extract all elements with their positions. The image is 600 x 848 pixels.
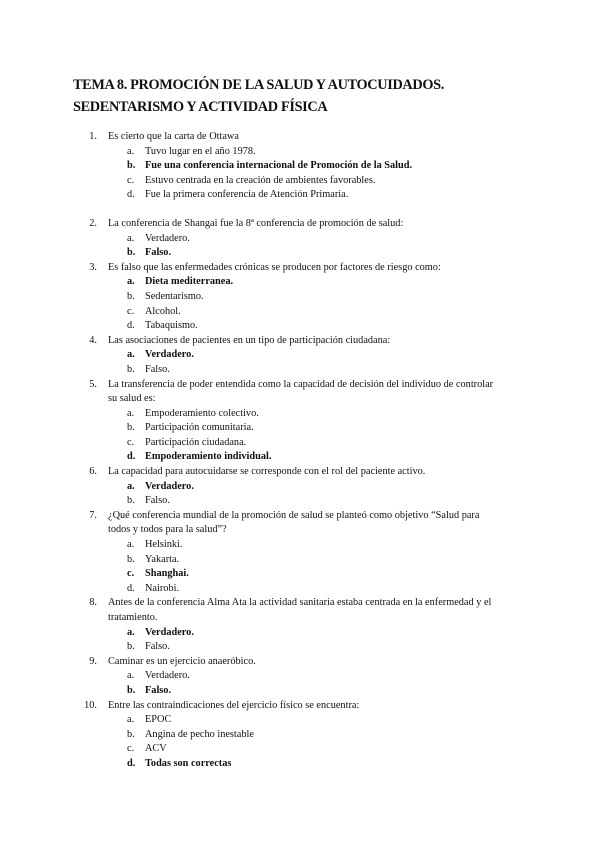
option-letter: d.: [127, 451, 136, 463]
answer-option: [0, 188, 600, 203]
option-text: Sedentarismo.: [145, 290, 204, 302]
option-text: EPOC: [145, 714, 172, 726]
option-letter: a.: [127, 480, 135, 492]
option-text: Estuvo centrada en la creación de ambientes favorables.: [145, 174, 376, 186]
answer-option: [0, 407, 600, 422]
title-line-2: SEDENTARISMO Y ACTIVIDAD FÍSICA: [73, 99, 328, 115]
question-text: Es falso que las enfermedades crónicas se producen por factores de riesgo como:: [108, 261, 441, 273]
option-letter: a.: [127, 714, 135, 726]
option-text: Helsinki.: [145, 539, 183, 551]
correct-option-text: Falso.: [145, 247, 172, 259]
option-letter: a.: [127, 276, 135, 288]
option-letter: b.: [127, 553, 135, 565]
correct-option-text: Fue una conferencia internacional de Promoción de la Salud.: [145, 160, 413, 172]
option-text: Fue la primera conferencia de Atención Primaria.: [145, 189, 349, 201]
option-text: Empoderamiento colectivo.: [145, 407, 259, 419]
answer-option: [0, 145, 600, 160]
question-line: [0, 699, 600, 714]
question-item: [0, 509, 600, 597]
question-line: [0, 334, 600, 349]
answer-option: [0, 232, 600, 247]
correct-option-text: Empoderamiento individual.: [145, 451, 272, 463]
correct-option-text: Verdadero.: [145, 626, 194, 638]
question-line: [0, 611, 600, 626]
question-item: [0, 378, 600, 466]
question-number: 4.: [89, 334, 97, 346]
option-letter: b.: [127, 495, 135, 507]
answer-option: [0, 684, 600, 699]
option-letter: b.: [127, 247, 136, 259]
question-text: Es cierto que la carta de Ottawa: [108, 131, 239, 142]
option-letter: d.: [127, 582, 135, 594]
answer-option: [0, 494, 600, 509]
question-line: [0, 378, 600, 393]
option-letter: a.: [127, 670, 135, 682]
option-text: Verdadero.: [145, 670, 190, 682]
option-letter: a.: [127, 407, 135, 419]
answer-option: [0, 246, 600, 261]
correct-option-text: Verdadero.: [145, 480, 194, 492]
option-letter: c.: [127, 568, 135, 580]
answer-option: [0, 290, 600, 305]
question-item: [0, 596, 600, 654]
question-number: 6.: [89, 466, 97, 478]
answer-option: [0, 480, 600, 495]
correct-option-text: Dieta mediterranea.: [145, 276, 234, 288]
question-text: Entre las contraindicaciones del ejercicio físico se encuentra:: [108, 699, 360, 711]
question-item: [0, 465, 600, 509]
page-title: [73, 74, 553, 118]
option-letter: b.: [127, 363, 135, 375]
question-number: 2.: [89, 217, 97, 229]
option-letter: a.: [127, 626, 135, 638]
answer-option: [0, 174, 600, 189]
question-text: todos y todos para la salud”?: [108, 524, 227, 536]
answer-option: [0, 757, 600, 772]
answer-option: [0, 450, 600, 465]
question-number: 1.: [89, 131, 97, 142]
option-letter: c.: [127, 174, 135, 186]
question-item: [0, 699, 600, 772]
question-line: [0, 465, 600, 480]
question-item: [0, 261, 600, 334]
question-text: tratamiento.: [108, 612, 158, 623]
option-letter: a.: [127, 349, 135, 361]
correct-option-text: Falso.: [145, 684, 172, 696]
question-text: La transferencia de poder entendida como la capacidad de decisión del individuo de controlar: [108, 378, 494, 390]
correct-option-text: Todas son correctas: [145, 757, 232, 769]
question-item: [0, 217, 600, 261]
answer-option: [0, 305, 600, 320]
option-letter: d.: [127, 320, 135, 332]
answer-option: [0, 421, 600, 436]
answer-option: [0, 319, 600, 334]
option-letter: c.: [127, 743, 135, 755]
question-text: La conferencia de Shangai fue la 8ª conferencia de promoción de salud:: [108, 217, 404, 229]
option-letter: d.: [127, 757, 136, 769]
title-line-1: TEMA 8. PROMOCIÓN DE LA SALUD Y AUTOCUIDADOS.: [73, 77, 444, 93]
option-letter: d.: [127, 189, 135, 201]
option-letter: a.: [127, 145, 135, 157]
option-letter: b.: [127, 641, 135, 653]
question-line: [0, 392, 600, 407]
option-text: Nairobi.: [145, 582, 180, 594]
correct-option-text: Verdadero.: [145, 349, 194, 361]
answer-option: [0, 159, 600, 174]
question-text: Antes de la conferencia Alma Ata la actividad sanitaria estaba centrada en la enfermedad y el: [108, 597, 492, 609]
answer-option: [0, 742, 600, 757]
option-letter: b.: [127, 684, 136, 696]
option-letter: c.: [127, 305, 135, 317]
question-item: [0, 655, 600, 699]
option-letter: b.: [127, 728, 135, 740]
question-line: [0, 509, 600, 524]
question-line: [0, 655, 600, 670]
option-text: Yakarta.: [145, 553, 180, 565]
question-text: La capacidad para autocuidarse se corresponde con el rol del paciente activo.: [108, 466, 426, 478]
answer-option: [0, 713, 600, 728]
option-letter: b.: [127, 290, 135, 302]
option-text: Falso.: [145, 363, 170, 375]
question-line: [0, 523, 600, 538]
question-number: 7.: [89, 509, 97, 521]
question-line: [0, 596, 600, 611]
question-number: 9.: [89, 655, 97, 667]
option-letter: a.: [127, 539, 135, 551]
answer-option: [0, 436, 600, 451]
option-text: Alcohol.: [145, 305, 181, 317]
answer-option: [0, 728, 600, 743]
option-text: Falso.: [145, 495, 170, 507]
answer-option: [0, 538, 600, 553]
question-number: 3.: [89, 261, 97, 273]
answer-option: [0, 669, 600, 684]
answer-option: [0, 626, 600, 641]
option-letter: b.: [127, 422, 135, 434]
question-text: ¿Qué conferencia mundial de la promoción de salud se planteó como objetivo “Salud para: [108, 509, 480, 521]
option-text: Angina de pecho inestable: [145, 728, 254, 740]
option-text: Verdadero.: [145, 232, 190, 244]
option-text: Tuvo lugar en el año 1978.: [145, 145, 256, 157]
question-number: 10.: [84, 699, 97, 711]
question-number: 5.: [89, 378, 97, 390]
option-letter: c.: [127, 436, 135, 448]
answer-option: [0, 348, 600, 363]
option-letter: a.: [127, 232, 135, 244]
question-text: Las asociaciones de pacientes en un tipo de participación ciudadana:: [108, 334, 391, 346]
question-text: su salud es:: [108, 393, 156, 405]
option-text: ACV: [145, 743, 167, 755]
question-line: [0, 130, 600, 145]
question-text: Caminar es un ejercicio anaeróbico.: [108, 655, 256, 667]
answer-option: [0, 553, 600, 568]
question-line: [0, 217, 600, 232]
question-item: [0, 334, 600, 378]
question-number: 8.: [89, 597, 97, 609]
option-text: Tabaquismo.: [145, 320, 198, 332]
answer-option: [0, 567, 600, 582]
question-item: [0, 130, 600, 203]
answer-option: [0, 582, 600, 597]
option-text: Falso.: [145, 641, 170, 653]
option-text: Participación ciudadana.: [145, 436, 247, 448]
question-list: [0, 130, 600, 772]
question-line: [0, 261, 600, 276]
answer-option: [0, 363, 600, 378]
answer-option: [0, 640, 600, 655]
option-letter: b.: [127, 160, 136, 172]
correct-option-text: Shanghai.: [145, 568, 189, 580]
answer-option: [0, 275, 600, 290]
option-text: Participación comunitaria.: [145, 422, 254, 434]
